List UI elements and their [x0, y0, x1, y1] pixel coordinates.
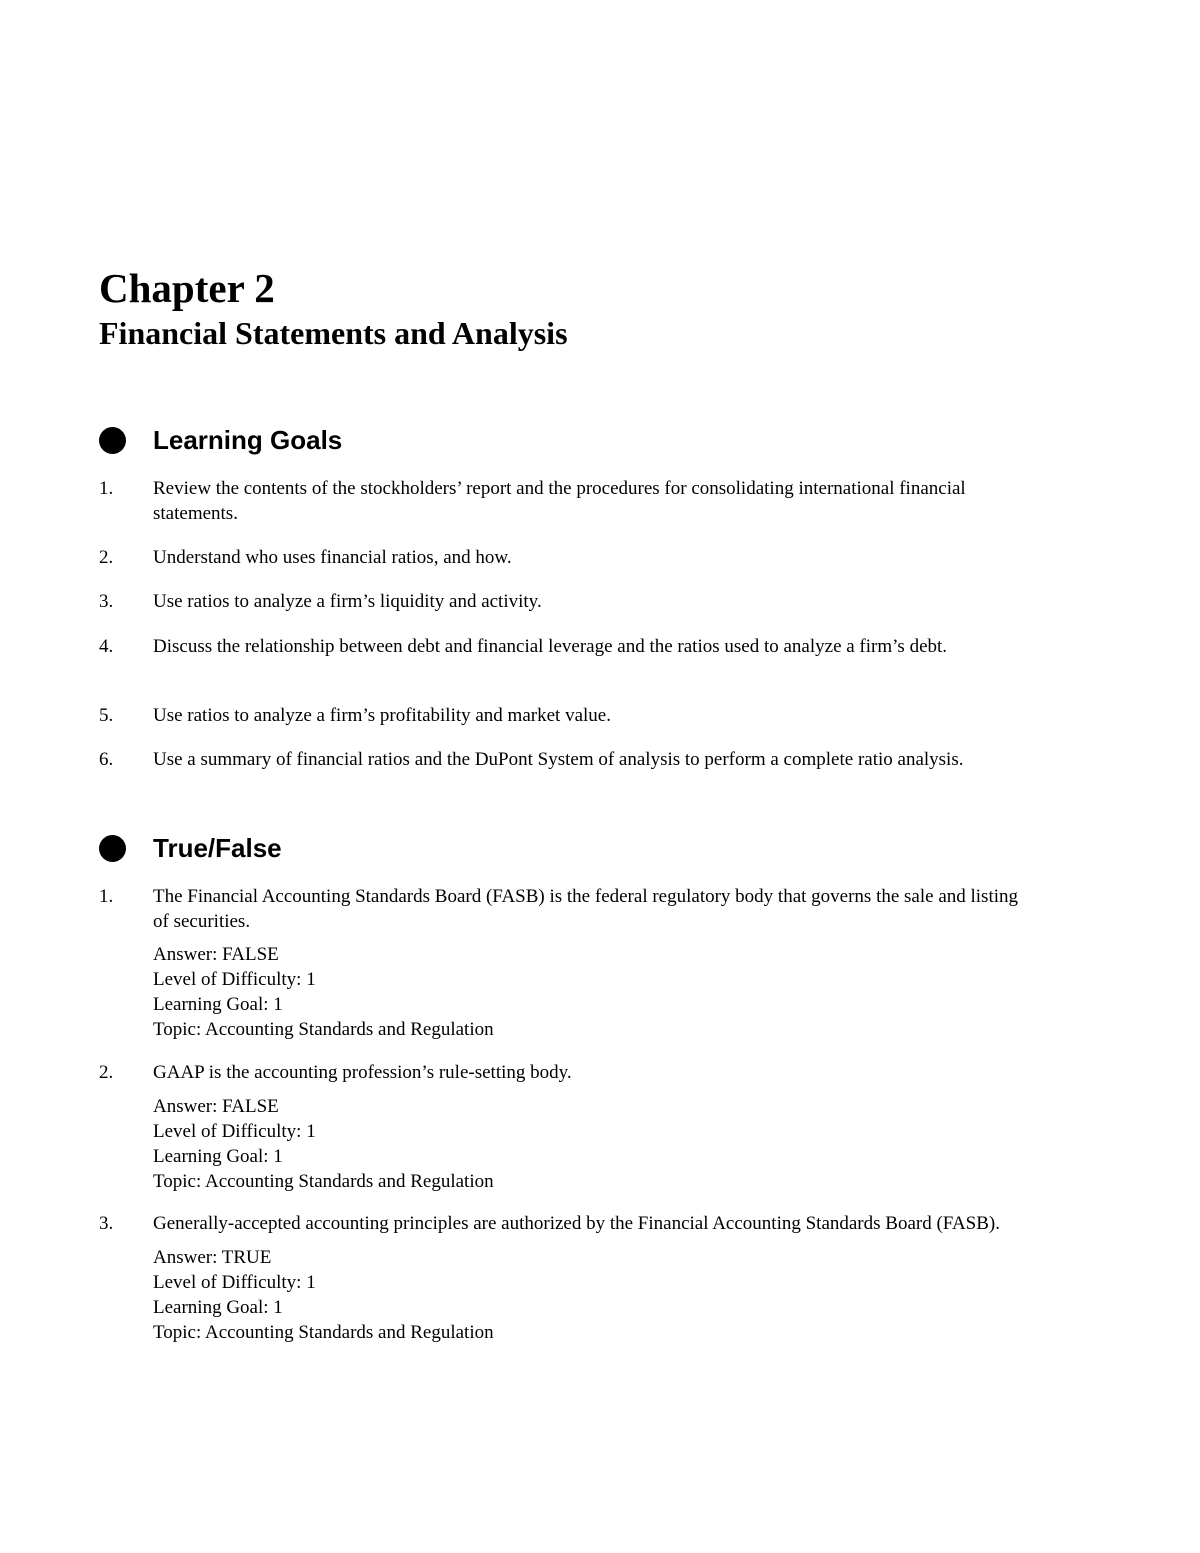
answer-line: Answer: FALSE [153, 1095, 279, 1117]
difficulty-line: Level of Difficulty: 1 [153, 1120, 316, 1142]
learning-goal-item [99, 748, 1019, 773]
difficulty-line: Level of Difficulty: 1 [153, 969, 316, 990]
section-bullet-icon [99, 427, 126, 454]
learning-goals-heading: Learning Goals [153, 425, 343, 455]
question-item [99, 885, 1019, 1042]
question-item [99, 1061, 1019, 1194]
question-text: The Financial Accounting Standards Board (FASB) is the federal regulatory body that governs the sale and listing of securities. [153, 886, 1019, 932]
learning-goal-line: Learning Goal: 1 [153, 994, 283, 1015]
learning-goal-line: Learning Goal: 1 [153, 1145, 283, 1167]
learning-goals-header [99, 424, 343, 456]
question-meta [153, 1245, 1019, 1345]
item-number: 6. [99, 749, 114, 770]
question-number: 1. [99, 886, 114, 907]
question-number: 2. [99, 1062, 114, 1083]
item-text: Use a summary of financial ratios and the DuPont System of analysis to perform a complete ratio analysis. [153, 749, 964, 770]
true-false-header [99, 832, 282, 864]
question-text: GAAP is the accounting profession’s rule-setting body. [153, 1062, 572, 1083]
item-text: Discuss the relationship between debt and financial leverage and the ratios used to analyze a firm’s debt. [153, 636, 948, 657]
item-number: 5. [99, 705, 114, 726]
item-number: 2. [99, 547, 114, 568]
learning-goal-item [99, 635, 1019, 660]
item-text: Understand who uses financial ratios, and how. [153, 547, 512, 568]
learning-goal-line: Learning Goal: 1 [153, 1296, 283, 1318]
item-number: 4. [99, 636, 114, 657]
topic-line: Topic: Accounting Standards and Regulation [153, 1019, 494, 1040]
learning-goal-item [99, 546, 1019, 571]
learning-goal-item [99, 704, 1019, 729]
item-text: Review the contents of the stockholders’ report and the procedures for consolidating international financial statements. [153, 478, 966, 524]
question-text: Generally-accepted accounting principles are authorized by the Financial Accounting Standards Board (FASB). [153, 1213, 1000, 1234]
learning-goal-item [99, 590, 1019, 615]
answer-line: Answer: TRUE [153, 1246, 272, 1268]
chapter-title: Chapter 2 [99, 265, 275, 311]
item-text: Use ratios to analyze a firm’s liquidity and activity. [153, 591, 542, 612]
topic-line: Topic: Accounting Standards and Regulation [153, 1321, 494, 1343]
question-meta [153, 1094, 1019, 1194]
chapter-subtitle: Financial Statements and Analysis [99, 315, 568, 351]
true-false-heading: True/False [153, 833, 282, 863]
learning-goal-item [99, 477, 1019, 526]
question-number: 3. [99, 1213, 114, 1234]
question-item [99, 1212, 1019, 1345]
question-meta [153, 942, 1019, 1042]
answer-line: Answer: FALSE [153, 944, 279, 965]
item-number: 1. [99, 478, 114, 499]
item-number: 3. [99, 591, 114, 612]
item-text: Use ratios to analyze a firm’s profitability and market value. [153, 705, 611, 726]
difficulty-line: Level of Difficulty: 1 [153, 1271, 316, 1293]
section-bullet-icon [99, 835, 126, 862]
topic-line: Topic: Accounting Standards and Regulation [153, 1170, 494, 1192]
